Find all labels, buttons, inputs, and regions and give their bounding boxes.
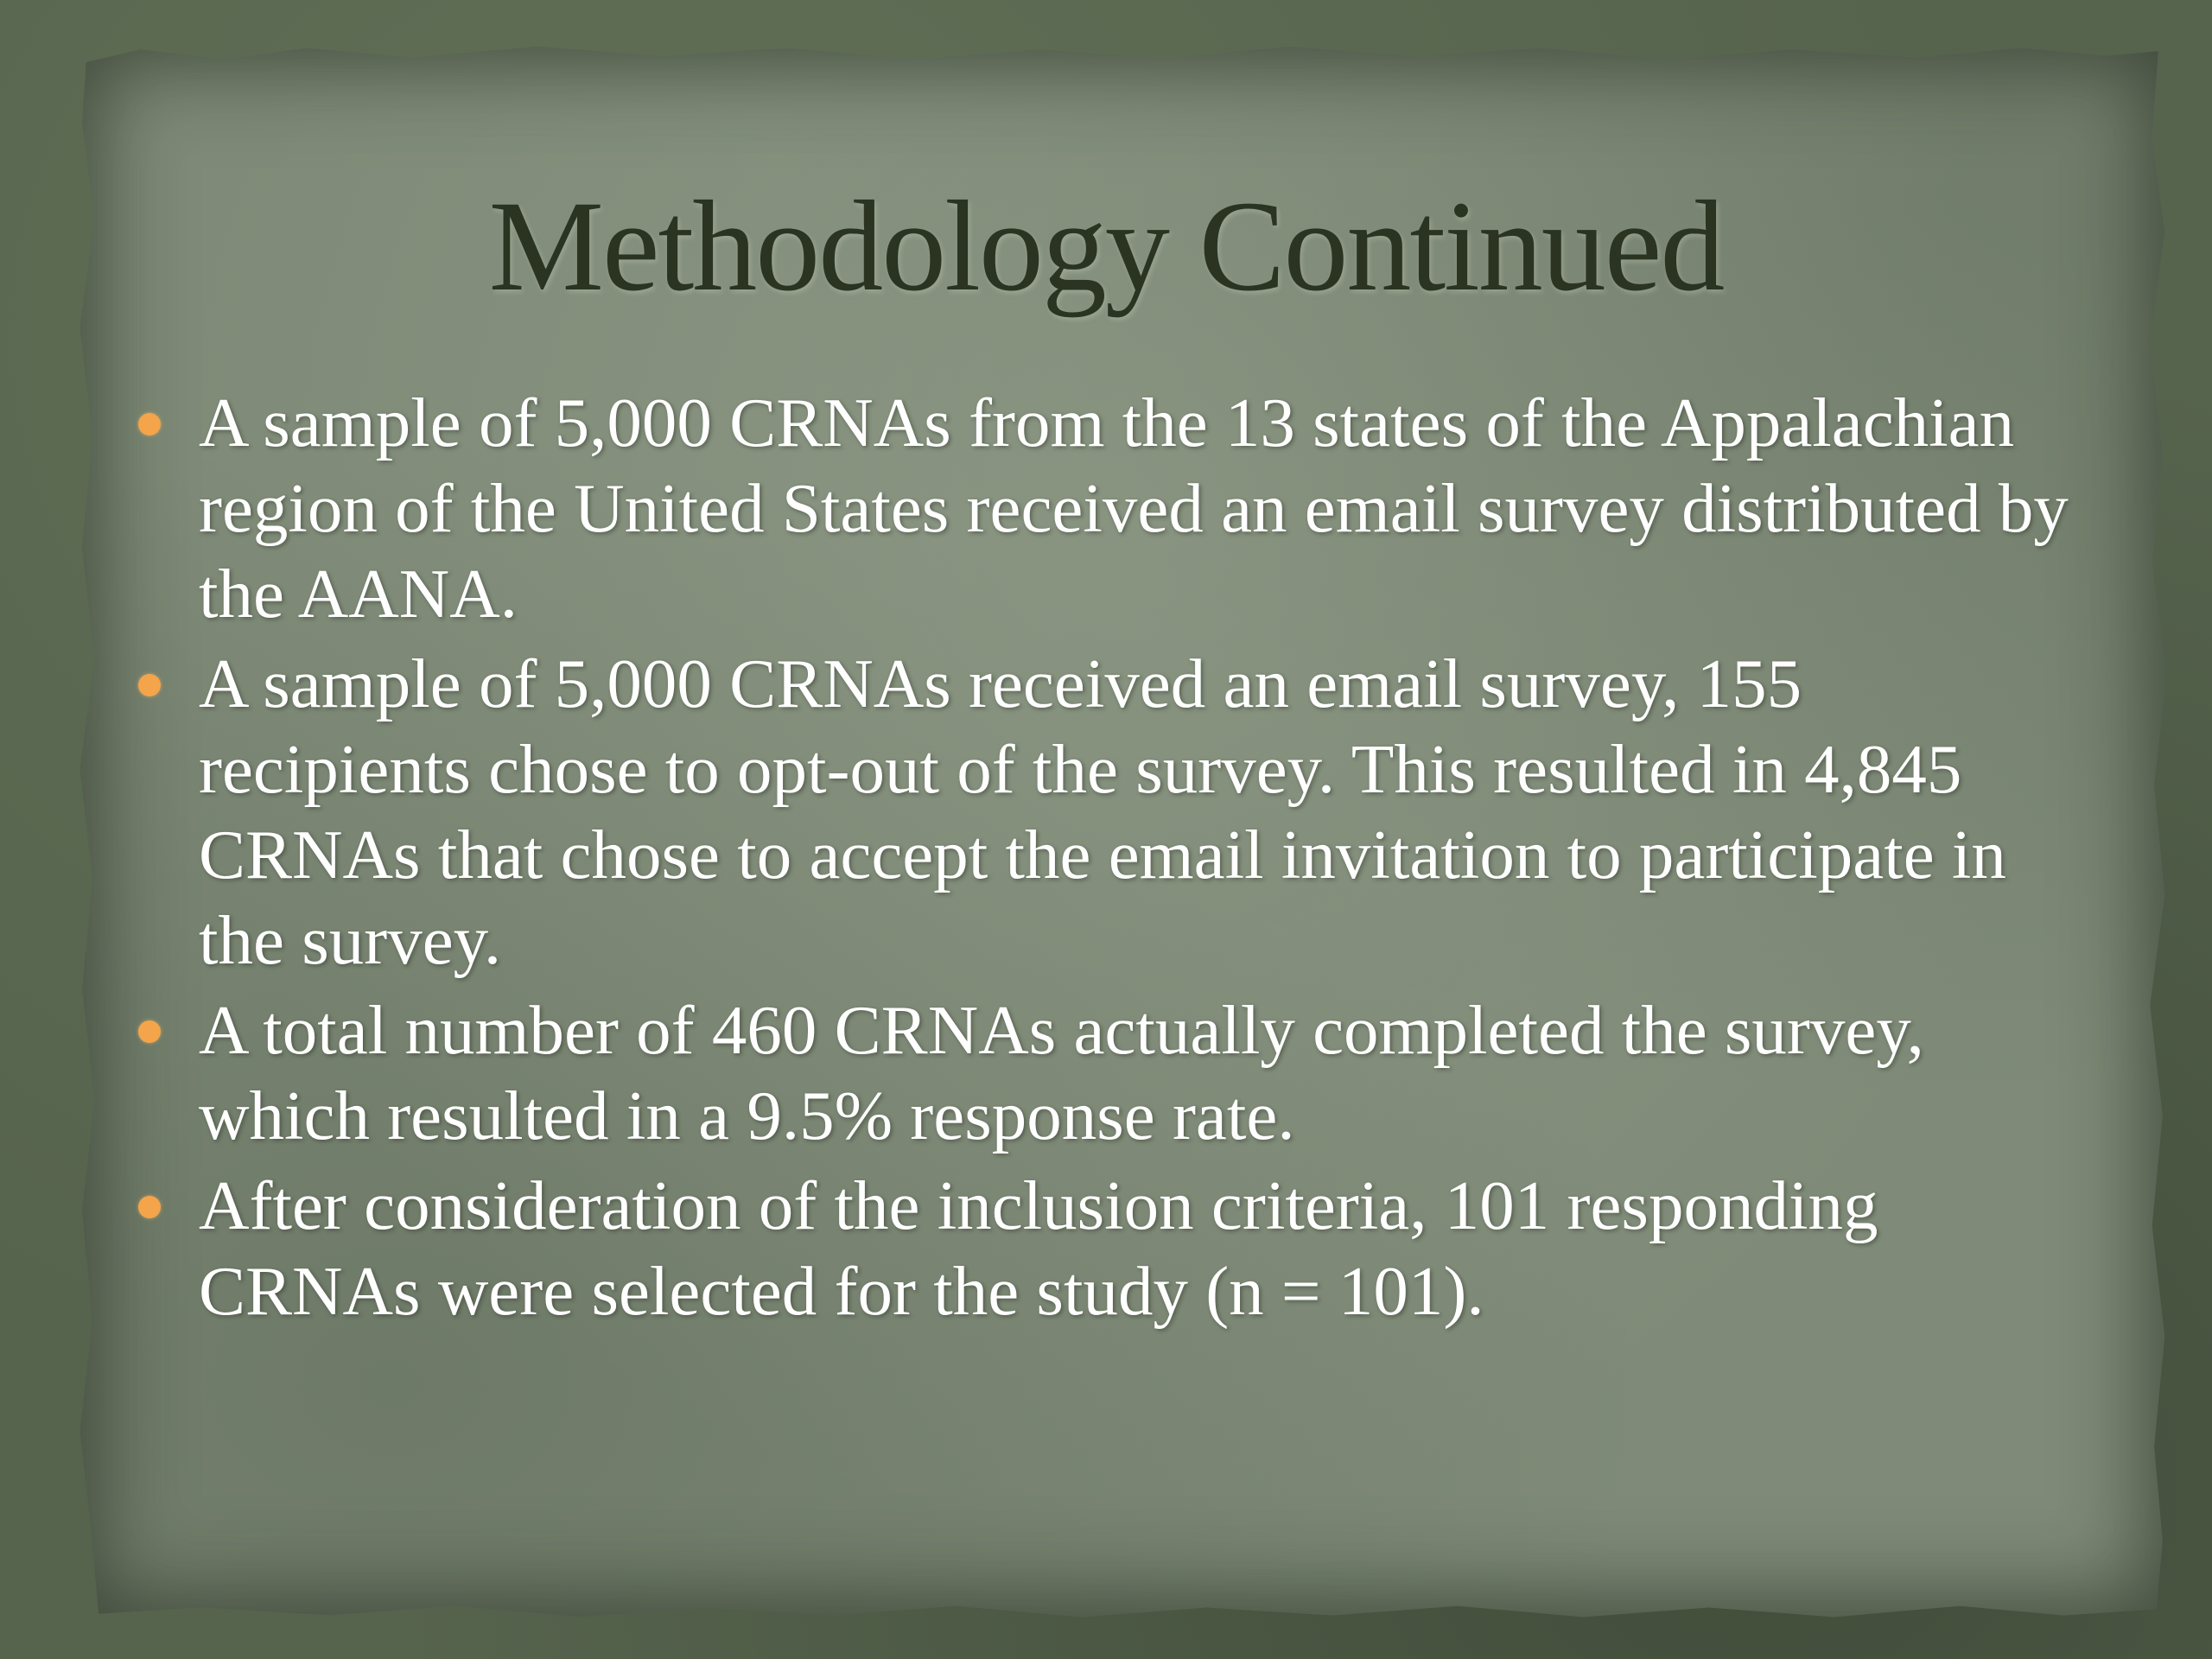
bullet-item bbox=[199, 380, 2082, 637]
bullet-text: A sample of 5,000 CRNAs received an email survey, 155 recipients chose to opt-out of the survey. This resulted in 4,845 CRNAs that chose to accept the email invitation to participate in the survey. bbox=[199, 645, 2006, 979]
bullet-item bbox=[199, 1163, 2082, 1334]
bullet-dot-icon bbox=[138, 674, 161, 696]
bullet-text: After consideration of the inclusion criteria, 101 responding CRNAs were selected for the study (n = 101). bbox=[199, 1166, 1878, 1330]
bullet-item bbox=[199, 641, 2082, 983]
slide-title: Methodology Continued bbox=[488, 175, 1724, 318]
bullet-text: A total number of 460 CRNAs actually completed the survey, which resulted in a 9.5% response rate. bbox=[199, 991, 1924, 1154]
bullet-dot-icon bbox=[138, 1020, 161, 1043]
bullet-list bbox=[199, 380, 2082, 1338]
bullet-dot-icon bbox=[138, 413, 161, 435]
bullet-text: A sample of 5,000 CRNAs from the 13 states of the Appalachian region of the United States received an email survey distributed by the AANA. bbox=[199, 384, 2069, 632]
bullet-dot-icon bbox=[138, 1196, 161, 1218]
bullet-item bbox=[199, 988, 2082, 1159]
